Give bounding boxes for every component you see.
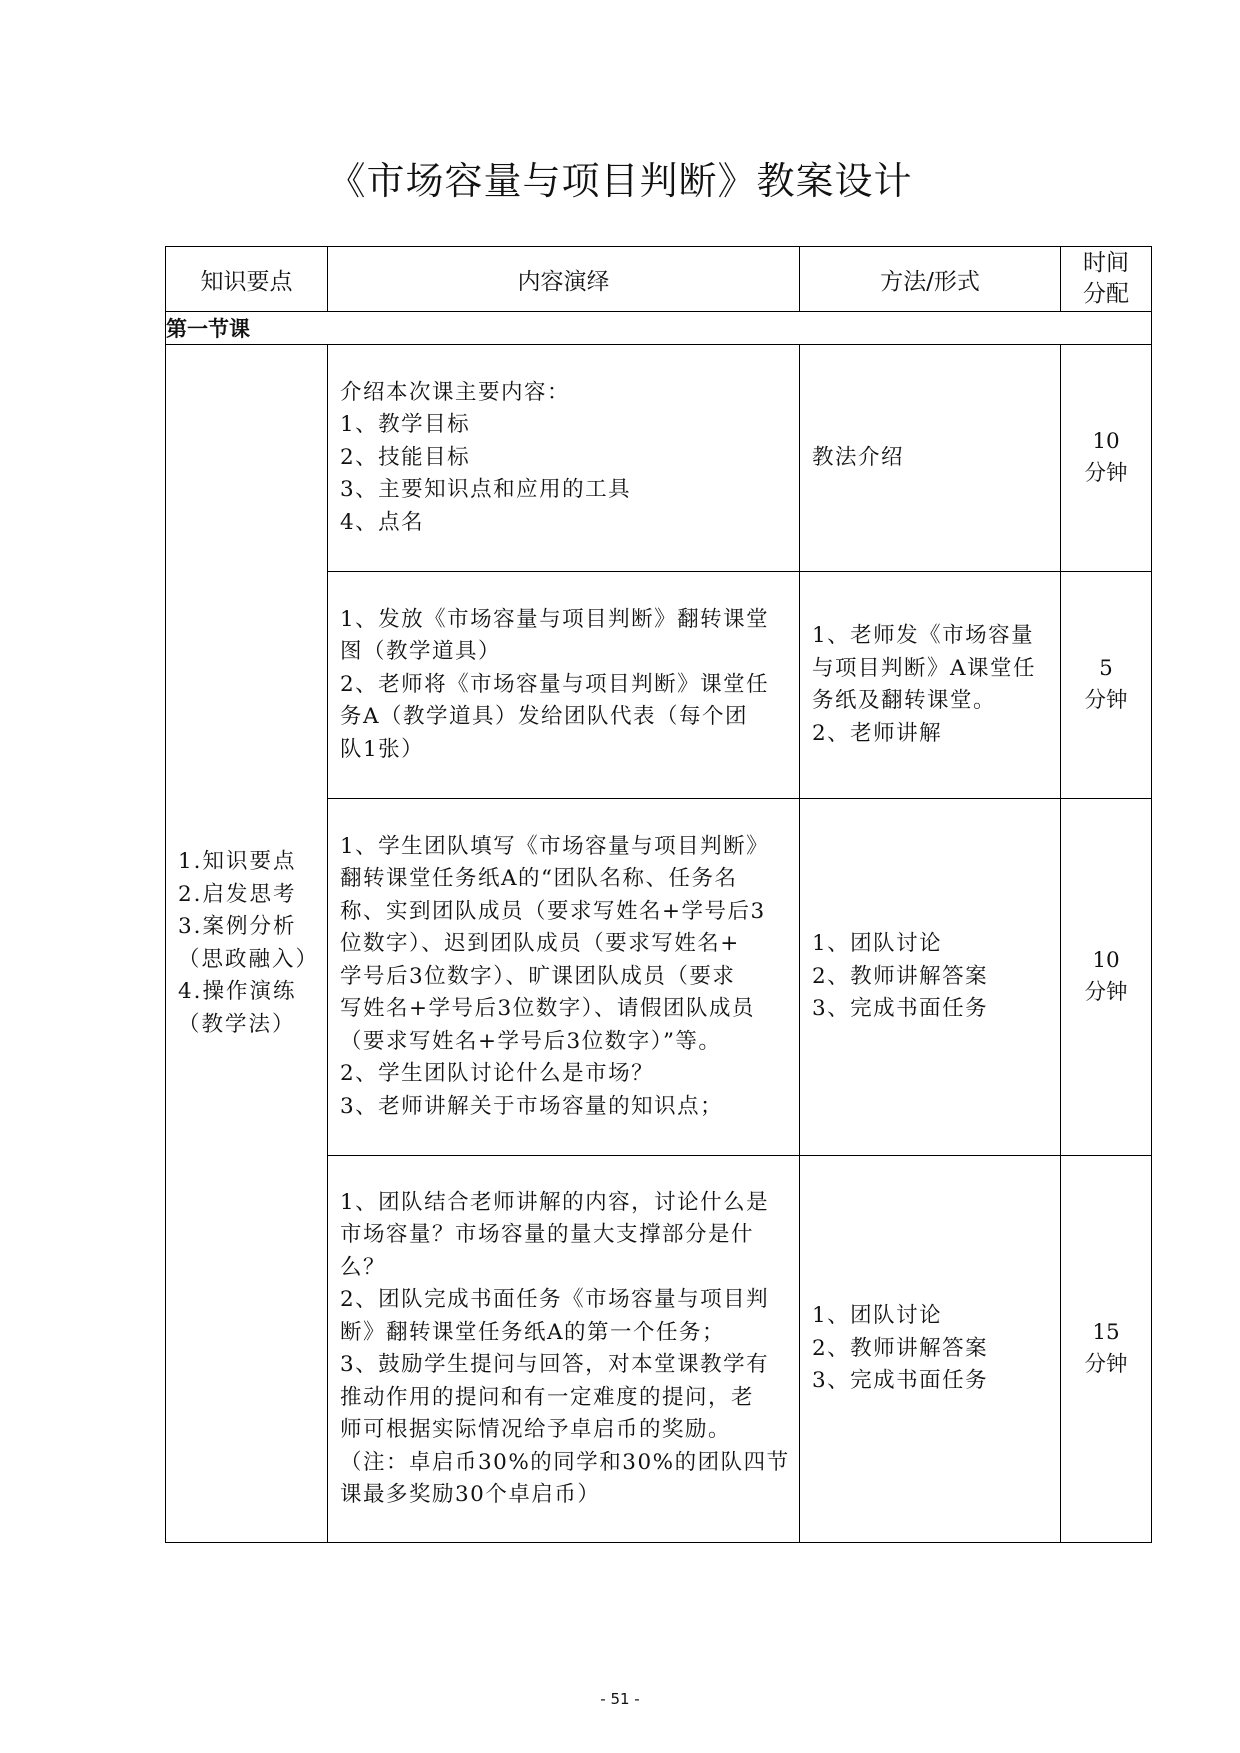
content-line: 市场容量？市场容量的量大支撑部分是什 xyxy=(340,1222,755,1247)
method-cell xyxy=(800,572,1061,799)
header-time xyxy=(1061,247,1152,312)
method-line: 2、老师讲解 xyxy=(812,720,943,746)
method-cell xyxy=(800,345,1061,572)
method-line: 与项目判断》A课堂任 xyxy=(812,655,1037,681)
knowledge-points-cell xyxy=(166,345,328,1543)
document-title: 《市场容量与项目判断》教案设计 xyxy=(327,159,913,203)
content-line: 学号后3位数字）、旷课团队成员（要求 xyxy=(340,963,736,989)
lesson-row xyxy=(166,345,1152,572)
content-line: 3、鼓励学生提问与回答，对本堂课教学有 xyxy=(340,1352,770,1377)
knowledge-point-line: 2.启发思考 xyxy=(178,881,297,907)
header-time-line: 时间 xyxy=(1083,250,1129,276)
time-cell xyxy=(1061,799,1152,1156)
content-line: 么？ xyxy=(340,1254,387,1280)
time-unit: 分钟 xyxy=(1084,688,1128,713)
header-time-line: 分配 xyxy=(1083,281,1129,307)
method-cell xyxy=(800,1156,1061,1543)
time-value: 5 xyxy=(1099,655,1113,681)
content-line: 1、学生团队填写《市场容量与项目判断》 xyxy=(340,833,770,859)
content-line: 务A（教学道具）发给团队代表（每个团 xyxy=(340,704,749,730)
method-line: 2、教师讲解答案 xyxy=(812,1335,989,1361)
content-line: （要求写姓名+学号后3位数字）”等。 xyxy=(340,1028,722,1054)
knowledge-point-line: （思政融入） xyxy=(178,946,320,972)
method-cell xyxy=(800,799,1061,1156)
header-content: 内容演绎 xyxy=(328,247,800,312)
content-line: 课最多奖励30个卓启币） xyxy=(340,1482,601,1507)
time-cell xyxy=(1061,1156,1152,1543)
time-value: 10 xyxy=(1092,428,1120,454)
time-value: 15 xyxy=(1092,1319,1120,1345)
content-cell xyxy=(328,799,800,1156)
content-line: 3、主要知识点和应用的工具 xyxy=(340,477,632,503)
content-line: 1、发放《市场容量与项目判断》翻转课堂 xyxy=(340,606,770,632)
content-cell xyxy=(328,1156,800,1543)
time-cell xyxy=(1061,572,1152,799)
method-line: 1、老师发《市场容量 xyxy=(812,623,1035,648)
content-line: 师可根据实际情况给予卓启币的奖励。 xyxy=(340,1417,732,1442)
method-line: 3、完成书面任务 xyxy=(812,1368,989,1394)
content-line: 图（教学道具） xyxy=(340,639,502,665)
header-method: 方法/形式 xyxy=(800,247,1061,312)
content-line: （注：卓启币30%的同学和30%的团队四节 xyxy=(340,1449,790,1475)
method-line: 务纸及翻转课堂。 xyxy=(812,688,997,713)
content-line: 断》翻转课堂任务纸A的第一个任务； xyxy=(340,1319,726,1345)
content-line: 2、技能目标 xyxy=(340,444,471,470)
content-line: 2、团队完成书面任务《市场容量与项目判 xyxy=(340,1287,770,1312)
section-row xyxy=(166,312,1152,345)
content-line: 翻转课堂任务纸A的“团队名称、任务名 xyxy=(340,866,738,892)
time-value: 10 xyxy=(1092,947,1120,973)
time-unit: 分钟 xyxy=(1084,980,1128,1005)
knowledge-point-line: 3.案例分析 xyxy=(178,914,297,939)
content-line: 2、老师将《市场容量与项目判断》课堂任 xyxy=(340,671,770,697)
content-line: 3、老师讲解关于市场容量的知识点； xyxy=(340,1093,724,1119)
method-line: 教法介绍 xyxy=(812,444,905,470)
content-line: 称、实到团队成员（要求写姓名+学号后3 xyxy=(340,898,766,924)
content-line: 4、点名 xyxy=(340,509,425,535)
content-line: 介绍本次课主要内容： xyxy=(340,379,571,405)
content-line: 推动作用的提问和有一定难度的提问，老 xyxy=(340,1384,755,1410)
content-line: 写姓名+学号后3位数字）、请假团队成员 xyxy=(340,996,755,1022)
method-line: 1、团队讨论 xyxy=(812,931,943,957)
content-line: 2、学生团队讨论什么是市场？ xyxy=(340,1061,655,1087)
knowledge-point-line: 4.操作演练 xyxy=(178,979,297,1004)
content-cell xyxy=(328,572,800,799)
content-line: 位数字）、迟到团队成员（要求写姓名+ xyxy=(340,931,740,957)
knowledge-point-line: （教学法） xyxy=(178,1011,296,1037)
header-row xyxy=(166,247,1152,312)
content-cell xyxy=(328,345,800,572)
time-unit: 分钟 xyxy=(1084,461,1128,486)
section-label: 第一节课 xyxy=(166,312,1152,345)
page-number: - 51 - xyxy=(600,1690,640,1708)
time-unit: 分钟 xyxy=(1084,1352,1128,1377)
lesson-plan-table xyxy=(165,246,1152,1543)
method-line: 3、完成书面任务 xyxy=(812,996,989,1022)
time-cell xyxy=(1061,345,1152,572)
method-line: 1、团队讨论 xyxy=(812,1303,943,1329)
content-line: 1、教学目标 xyxy=(340,412,471,438)
content-line: 队1张） xyxy=(340,736,425,762)
method-line: 2、教师讲解答案 xyxy=(812,963,989,989)
content-line: 1、团队结合老师讲解的内容，讨论什么是 xyxy=(340,1189,770,1215)
knowledge-point-line: 1.知识要点 xyxy=(178,849,297,874)
header-knowledge: 知识要点 xyxy=(166,247,328,312)
